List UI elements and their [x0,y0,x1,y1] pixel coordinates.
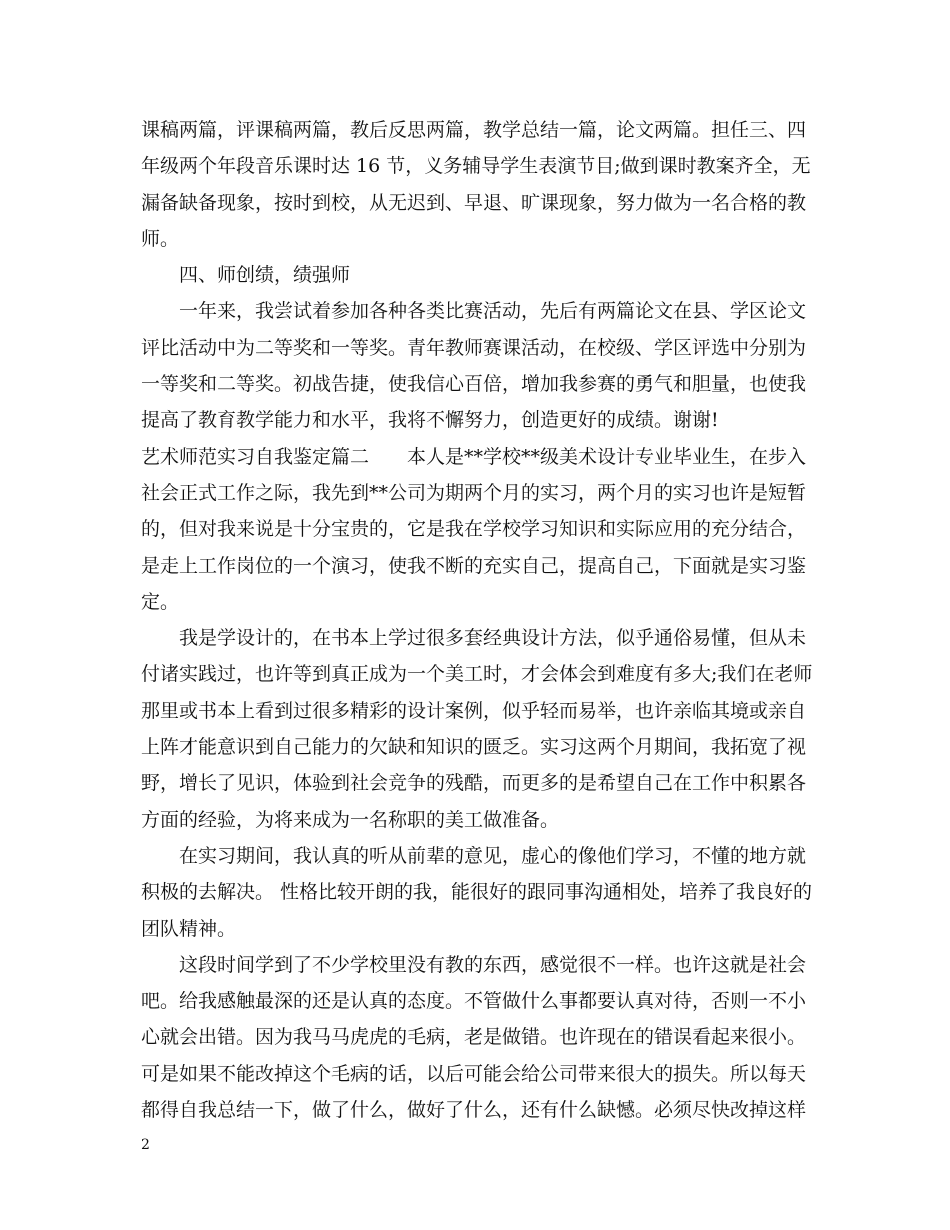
text-line: 一等奖和二等奖。初战告捷，使我信心百倍，增加我参赛的勇气和胆量，也使我 [141,373,807,396]
text-line: 积极的去解决。 性格比较开朗的我，能很好的跟同事沟通相处，培养了我良好的 [141,881,813,904]
text-line: 上阵才能意识到自己能力的欠缺和知识的匮乏。实习这两个月期间，我拓宽了视 [141,736,807,759]
text-line: 付诸实践过，也许等到真正成为一个美工时，才会体会到难度有多大;我们在老师 [141,663,813,686]
text-line: 可是如果不能改掉这个毛病的话，以后可能会给公司带来很大的损失。所以每天 [141,1062,807,1085]
text-line: 课稿两篇，评课稿两篇，教后反思两篇，教学总结一篇，论文两篇。担任三、四 [141,119,807,141]
text-line: 野，增长了见识，体验到社会竞争的残酷，而更多的是希望自己在工作中积累各 [141,772,807,795]
text-line: 四、师创绩，绩强师 [179,264,351,287]
text-line: 在实习期间，我认真的听从前辈的意见，虚心的像他们学习，不懂的地方就 [179,844,807,867]
text-line: 的，但对我来说是十分宝贵的，它是我在学校学习知识和实际应用的充分结合， [141,518,807,541]
text-line: 年级两个年段音乐课时达 16 节，义务辅导学生表演节目;做到课时教案齐全，无 [141,155,811,178]
text-line: 提高了教育教学能力和水平，我将不懈努力，创造更好的成绩。谢谢! [141,409,719,432]
text-line: 漏备缺备现象，按时到校，从无迟到、早退、旷课现象，努力做为一名合格的教 [141,191,807,214]
text-line: 一年来，我尝试着参加各种各类比赛活动，先后有两篇论文在县、学区论文 [179,300,807,323]
text-line: 吧。给我感触最深的还是认真的态度。不管做什么事都要认真对待，否则一不小 [141,990,807,1013]
text-line: 心就会出错。因为我马马虎虎的毛病，老是做错。也许现在的错误看起来很小。 [141,1026,807,1049]
text-line: 师。 [141,227,180,250]
text-line: 方面的经验，为将来成为一名称职的美工做准备。 [141,808,560,831]
text-line: 这段时间学到了不少学校里没有教的东西，感觉很不一样。也许这就是社会 [179,953,807,976]
text-line: 定。 [141,590,180,613]
text-line: 我是学设计的，在书本上学过很多套经典设计方法，似乎通俗易懂，但从未 [179,627,807,650]
document-body [141,112,813,1128]
text-line: 社会正式工作之际，我先到**公司为期两个月的实习，两个月的实习也许是短暂 [141,481,807,504]
text-line: 是走上工作岗位的一个演习，使我不断的充实自己，提高自己，下面就是实习鉴 [141,554,807,577]
text-line: 团队精神。 [141,917,237,940]
text-line: 评比活动中为二等奖和一等奖。青年教师赛课活动，在校级、学区评选中分别为 [141,336,807,359]
page-number: 2 [141,1137,150,1153]
text-line: 都得自我总结一下，做了什么，做好了什么，还有什么缺憾。必须尽快改掉这样 [141,1099,807,1122]
text-line: 艺术师范实习自我鉴定篇二 本人是**学校**级美术设计专业毕业生，在步入 [141,445,807,468]
text-line: 那里或书本上看到过很多精彩的设计案例，似乎轻而易举，也许亲临其境或亲自 [141,699,807,722]
